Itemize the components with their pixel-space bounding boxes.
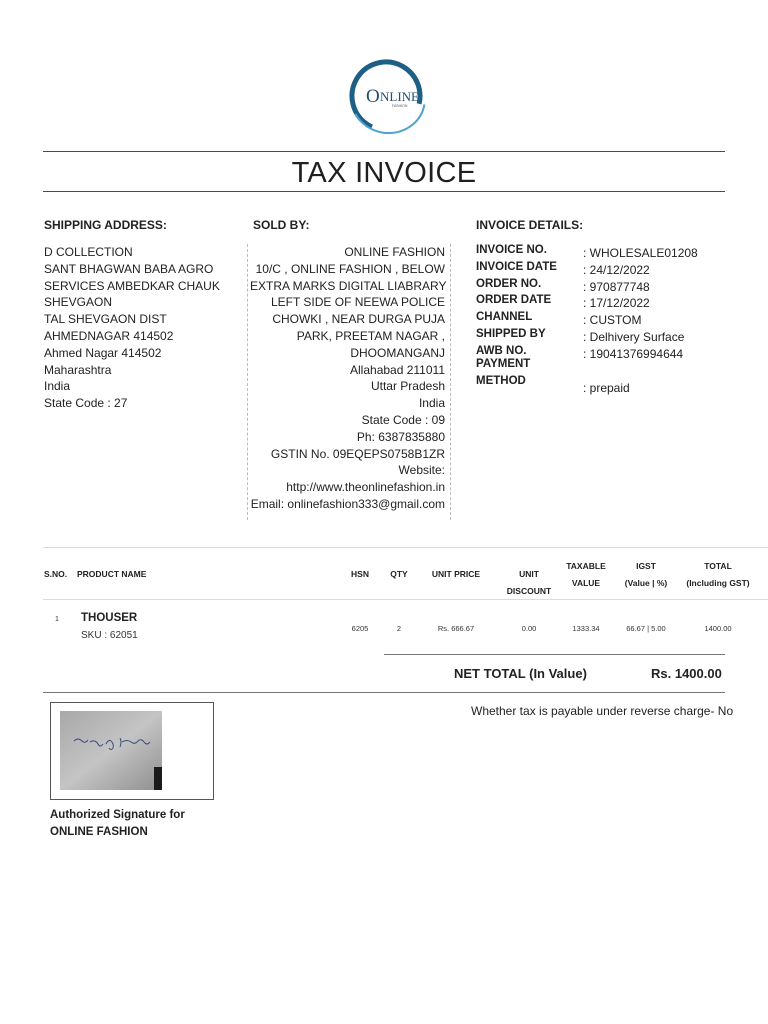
shipping-line: India xyxy=(44,379,71,394)
col-header-igst xyxy=(620,558,672,592)
col-header-taxable-line1: TAXABLE xyxy=(566,561,606,571)
col-header-sno: S.NO. xyxy=(44,569,68,579)
invoice-detail-labels xyxy=(476,242,557,390)
shipping-line: TAL SHEVGAON DIST xyxy=(44,312,167,327)
invoice-detail-values xyxy=(583,245,698,396)
sold-by-line: Website: xyxy=(398,463,445,478)
sold-by-right-divider xyxy=(450,244,451,520)
row-sno: 1 xyxy=(55,616,59,623)
table-header-rule xyxy=(43,599,768,600)
order-date-label: ORDER DATE xyxy=(476,294,552,307)
payment-value xyxy=(583,363,698,375)
row-igst: 66.67 | 5.00 xyxy=(626,624,666,633)
svg-text:O: O xyxy=(366,86,380,107)
col-header-total-line2: (Including GST) xyxy=(686,578,750,588)
sold-by-line: PARK, PREETAM NAGAR , xyxy=(296,328,445,343)
page-title: TAX INVOICE xyxy=(291,157,477,189)
col-header-unit-price: UNIT PRICE xyxy=(431,569,481,579)
shipping-line: SHEVGAON xyxy=(44,295,113,310)
col-header-hsn: HSN xyxy=(351,569,369,579)
sold-by-line: GSTIN No. 09EQEPS0758B1ZR xyxy=(270,446,445,461)
net-total-top-rule xyxy=(384,654,725,655)
sold-by-line: State Code : 09 xyxy=(361,412,445,427)
shipping-line: SANT BHAGWAN BABA AGRO xyxy=(44,261,214,276)
sold-by-line: 10/C , ONLINE FASHION , BELOW xyxy=(255,261,445,276)
invoice-date-label: INVOICE DATE xyxy=(476,260,557,273)
logo-subtext: FASHION xyxy=(392,104,408,108)
net-total-bottom-rule xyxy=(43,692,725,693)
shipping-address xyxy=(44,244,220,412)
order-date-value: : 17/12/2022 xyxy=(583,296,650,311)
col-header-igst-line1: IGST xyxy=(636,561,656,571)
company-logo xyxy=(330,56,440,136)
payment-label: PAYMENT xyxy=(476,357,531,370)
sold-by-line: LEFT SIDE OF NEEWA POLICE xyxy=(270,295,445,310)
signature-image xyxy=(60,711,162,790)
col-header-taxable-line2: VALUE xyxy=(571,578,601,588)
title-top-rule xyxy=(43,151,725,152)
method-value: : prepaid xyxy=(583,380,630,395)
sold-by-line: DHOOMANGANJ xyxy=(350,345,445,360)
invoice-date-value: : 24/12/2022 xyxy=(583,262,650,277)
shipped-by-value: : Delhivery Surface xyxy=(583,329,685,344)
sold-by-line: CHOWKI , NEAR DURGA PUJA xyxy=(272,312,445,327)
sold-by-line: Ph: 6387835880 xyxy=(356,429,445,444)
invoice-no-label: INVOICE NO. xyxy=(476,244,547,256)
sold-by-left-divider xyxy=(247,244,248,520)
order-no-label: ORDER NO. xyxy=(476,277,542,290)
net-total-value: Rs. 1400.00 xyxy=(651,666,722,681)
net-total-label: NET TOTAL (In Value) xyxy=(454,666,587,681)
order-no-value: : 970877748 xyxy=(583,279,650,294)
col-header-taxable-value xyxy=(562,558,610,592)
invoice-details-heading: INVOICE DETAILS: xyxy=(476,218,584,232)
sold-by-address xyxy=(250,244,445,513)
shipping-line: Ahmed Nagar 414502 xyxy=(44,345,162,360)
row-qty: 2 xyxy=(396,624,402,633)
sold-by-website[interactable]: http://www.theonlinefashion.in xyxy=(286,480,445,495)
shipped-by-label: SHIPPED BY xyxy=(476,327,546,340)
shipping-line: AHMEDNAGAR 414502 xyxy=(44,328,174,343)
authorized-signature-line2: ONLINE FASHION xyxy=(50,825,148,838)
shipping-line: SERVICES AMBEDKAR CHAUK xyxy=(44,278,220,293)
awb-no-value: : 19041376994644 xyxy=(583,346,684,361)
authorized-signature-label xyxy=(50,807,185,840)
col-header-total xyxy=(684,558,752,592)
sold-by-line: India xyxy=(418,396,445,411)
logo-text: NLINE xyxy=(380,89,419,104)
method-label: METHOD xyxy=(476,375,526,388)
col-header-unit-discount: UNIT DISCOUNT xyxy=(506,569,552,596)
row-unit-price: Rs. 666.67 xyxy=(437,624,475,633)
reverse-charge-note: Whether tax is payable under reverse charge- No xyxy=(471,704,734,718)
col-header-product: PRODUCT NAME xyxy=(77,569,147,579)
sold-by-line: EXTRA MARKS DIGITAL LIABRARY xyxy=(250,278,447,293)
shipping-line: Maharashtra xyxy=(44,362,112,377)
authorized-signature-line1: Authorized Signature for xyxy=(50,809,185,821)
shipping-line: State Code : 27 xyxy=(44,396,128,411)
row-unit-discount: 0.00 xyxy=(521,624,537,633)
title-bottom-rule xyxy=(43,191,725,192)
row-hsn: 6205 xyxy=(351,624,369,633)
row-taxable-value: 1333.34 xyxy=(572,624,600,633)
sold-by-line: Allahabad 211011 xyxy=(350,362,445,377)
shipping-line: D COLLECTION xyxy=(44,245,133,259)
sold-by-line: Uttar Pradesh xyxy=(370,379,445,394)
sold-by-heading: SOLD BY: xyxy=(253,218,310,232)
sold-by-email[interactable]: Email: onlinefashion333@gmail.com xyxy=(250,496,445,511)
shipping-address-heading: SHIPPING ADDRESS: xyxy=(44,218,167,232)
awb-no-label: AWB NO. xyxy=(476,344,527,357)
col-header-total-line1: TOTAL xyxy=(704,561,732,571)
channel-value: : CUSTOM xyxy=(583,313,642,328)
channel-label: CHANNEL xyxy=(476,311,533,324)
row-product-name: THOUSER xyxy=(81,612,138,624)
table-top-rule xyxy=(43,547,768,548)
sold-by-line: ONLINE FASHION xyxy=(344,245,445,259)
row-total: 1400.00 xyxy=(704,624,732,633)
col-header-igst-line2: (Value | %) xyxy=(624,578,668,588)
row-product-sku: SKU : 62051 xyxy=(81,630,138,641)
col-header-qty: QTY xyxy=(390,569,408,579)
invoice-no-value: : WHOLESALE01208 xyxy=(583,246,698,260)
